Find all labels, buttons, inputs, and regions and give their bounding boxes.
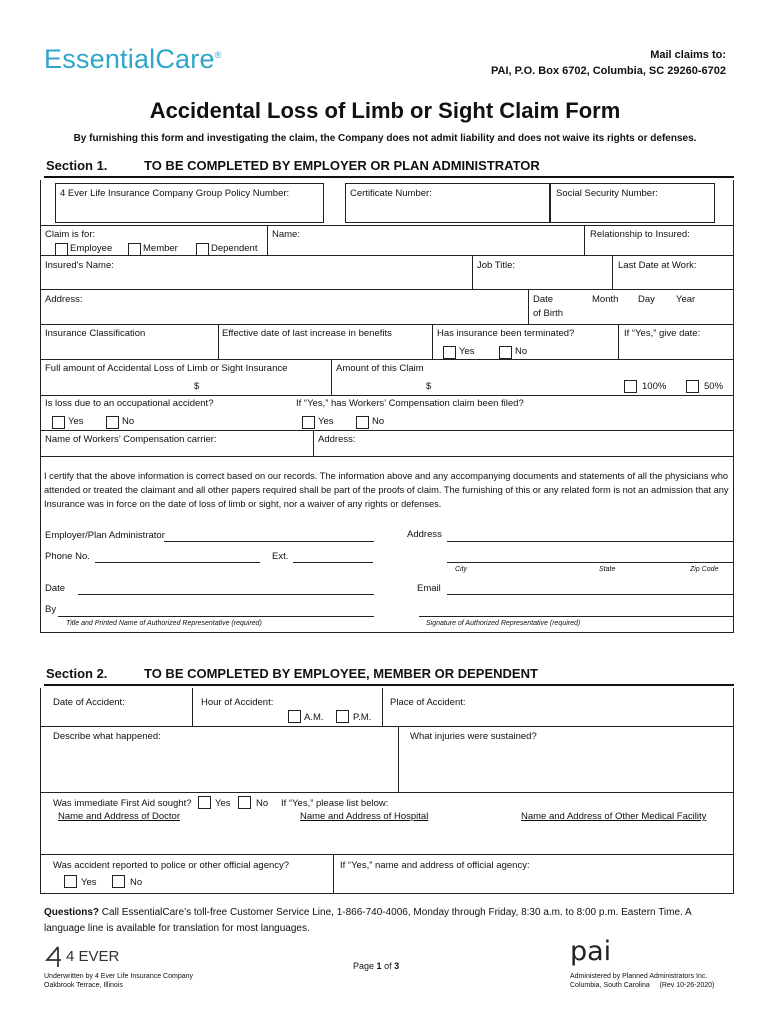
row-divider xyxy=(40,456,734,457)
page-total: 3 xyxy=(394,961,400,971)
address-label: Address: xyxy=(45,294,83,305)
terminated-yes-checkbox[interactable] xyxy=(443,346,456,359)
page-number: 1 xyxy=(376,961,382,971)
job-title-label: Job Title: xyxy=(477,260,516,271)
page-indicator xyxy=(353,961,399,971)
hospital-label: Name and Address of Hospital xyxy=(300,811,429,822)
row-divider xyxy=(40,324,734,325)
form-title: Accidental Loss of Limb or Sight Claim Form xyxy=(149,98,621,123)
row-divider xyxy=(40,255,734,256)
first-aid-no-label: No xyxy=(256,798,269,809)
col-divider xyxy=(618,324,619,359)
workers-comp-filed-label: If “Yes,” has Workers’ Compensation claim been filed? xyxy=(296,398,524,409)
workers-comp-no-checkbox[interactable] xyxy=(356,416,369,429)
signature-field[interactable] xyxy=(419,616,734,617)
revision-date: (Rev 10-26-2020) xyxy=(659,982,715,989)
pct100-label: 100% xyxy=(642,381,667,392)
am-checkbox[interactable] xyxy=(288,710,301,723)
agency-label: If “Yes,” name and address of official agency: xyxy=(340,860,530,871)
row-divider xyxy=(40,854,734,855)
page-word: Page xyxy=(353,961,375,971)
four-ever-logo xyxy=(44,946,120,968)
doctor-label: Name and Address of Doctor xyxy=(58,811,180,822)
policy-number-label: 4 Ever Life Insurance Company Group Policy Number: xyxy=(60,188,290,199)
terminated-yes-label: Yes xyxy=(459,346,475,357)
claim-amount-dollar: $ xyxy=(426,381,432,392)
if-yes-list-label: If “Yes,” please list below: xyxy=(281,798,389,809)
carrier-label: Name of Workers’ Compensation carrier: xyxy=(45,434,217,445)
first-aid-yes-label: Yes xyxy=(215,798,231,809)
injuries-label: What injuries were sustained? xyxy=(410,731,537,742)
underwritten-line: Underwritten by 4 Ever Life Insurance Company xyxy=(44,973,194,980)
pct100-checkbox[interactable] xyxy=(624,380,637,393)
city-state-zip-field[interactable] xyxy=(447,562,734,563)
terminated-date-label: If “Yes,” give date: xyxy=(624,328,701,339)
row-divider xyxy=(40,225,734,226)
terminated-label: Has insurance been terminated? xyxy=(437,328,575,339)
certification-text: I certify that the above information is correct based on our records. The information above and any accompanying documents and statements of all the physicians who attended or treated the claimant and all other papers required shall be part of the proofs of claim. The furnishing of this or any related form is not an admission that any Insurance was in force on the date of loss of limb or sight, nor a waiver of any rights or defenses. xyxy=(44,471,729,509)
section2-number: Section 2. xyxy=(46,666,108,681)
city-label: City xyxy=(455,566,468,573)
full-amount-label: Full amount of Accidental Loss of Limb or Sight Insurance xyxy=(45,363,288,374)
facility-label: Name and Address of Other Medical Facility xyxy=(521,811,707,822)
mail-claims-address xyxy=(491,47,726,79)
dob-date-label: Date xyxy=(533,294,554,305)
first-aid-yes-checkbox[interactable] xyxy=(198,796,211,809)
title-printed-label: Title and Printed Name of Authorized Representative (required) xyxy=(66,620,262,627)
col-divider xyxy=(382,688,383,726)
administered-text xyxy=(570,972,714,990)
mail-claims-po-box: PAI, P.O. Box 6702, Columbia, SC 29260-6702 xyxy=(491,65,726,77)
col-divider xyxy=(612,255,613,289)
ext-field[interactable] xyxy=(293,562,373,563)
name-label: Name: xyxy=(272,229,300,240)
full-amount-dollar: $ xyxy=(194,381,200,392)
occupational-yes-label: Yes xyxy=(68,416,84,427)
ssn-label: Social Security Number: xyxy=(556,188,658,199)
describe-label: Describe what happened: xyxy=(53,731,161,742)
row-divider xyxy=(40,792,734,793)
four-ever-mark-icon xyxy=(44,946,64,968)
zip-label: Zip Code xyxy=(690,566,719,573)
pct50-label: 50% xyxy=(704,381,724,392)
date-label: Date xyxy=(45,583,66,594)
reported-no-label: No xyxy=(130,877,143,888)
pai-logo: pai xyxy=(570,936,612,967)
questions-block xyxy=(44,905,734,937)
col-divider xyxy=(584,225,585,255)
col-divider xyxy=(472,255,473,289)
hour-accident-label: Hour of Accident: xyxy=(201,697,274,708)
four-ever-brand: 4 EVER xyxy=(66,948,120,965)
first-aid-label: Was immediate First Aid sought? xyxy=(53,798,192,809)
member-label: Member xyxy=(143,243,178,254)
terminated-no-checkbox[interactable] xyxy=(499,346,512,359)
occupational-label: Is loss due to an occupational accident? xyxy=(45,398,214,409)
section1-number: Section 1. xyxy=(46,158,108,173)
phone-label: Phone No. xyxy=(45,551,90,562)
section2-heading: TO BE COMPLETED BY EMPLOYEE, MEMBER OR DEPENDENT xyxy=(144,666,538,681)
by-label: By xyxy=(45,604,57,615)
first-aid-no-checkbox[interactable] xyxy=(238,796,251,809)
col-divider xyxy=(528,289,529,324)
reported-yes-label: Yes xyxy=(81,877,97,888)
relationship-label: Relationship to Insured: xyxy=(590,229,690,240)
occupational-no-checkbox[interactable] xyxy=(106,416,119,429)
essentialcare-logo: EssentialCare® xyxy=(44,44,222,74)
last-date-label: Last Date at Work: xyxy=(618,260,697,271)
by-field[interactable] xyxy=(58,616,374,617)
section1-heading: TO BE COMPLETED BY EMPLOYER OR PLAN ADMINISTRATOR xyxy=(144,158,540,173)
dob-year-label: Year xyxy=(676,294,696,305)
col-divider xyxy=(432,324,433,359)
date-accident-label: Date of Accident: xyxy=(53,697,125,708)
col-divider xyxy=(333,854,334,893)
col-divider xyxy=(331,359,332,395)
page-of: of xyxy=(384,961,392,971)
date-field[interactable] xyxy=(78,594,374,595)
employer-address-field[interactable] xyxy=(447,541,734,542)
underwritten-location: Oakbrook Terrace, Illinois xyxy=(44,982,123,989)
administered-line: Administered by Planned Administrators Inc. xyxy=(570,973,708,980)
col-divider xyxy=(267,225,268,255)
pm-checkbox[interactable] xyxy=(336,710,349,723)
col-divider xyxy=(398,726,399,792)
section1-bottom-border xyxy=(40,632,734,633)
certificate-number-label: Certificate Number: xyxy=(350,188,432,199)
section2-right-border xyxy=(733,688,734,893)
section1-right-border xyxy=(733,180,734,632)
row-divider xyxy=(40,289,734,290)
underwritten-text xyxy=(44,972,193,990)
ext-label: Ext. xyxy=(272,551,289,562)
workers-comp-yes-checkbox[interactable] xyxy=(302,416,315,429)
col-divider xyxy=(313,430,314,456)
workers-comp-yes-label: Yes xyxy=(318,416,334,427)
questions-label: Questions? xyxy=(44,907,100,918)
carrier-address-label: Address: xyxy=(318,434,356,445)
mail-claims-label: Mail claims to: xyxy=(650,49,726,61)
employer-admin-field[interactable] xyxy=(164,541,374,542)
col-divider xyxy=(218,324,219,359)
pct50-checkbox[interactable] xyxy=(686,380,699,393)
row-divider xyxy=(40,726,734,727)
terminated-no-label: No xyxy=(515,346,528,357)
col-divider xyxy=(192,688,193,726)
section2-bottom-border xyxy=(40,893,734,894)
phone-field[interactable] xyxy=(95,562,260,563)
occupational-no-label: No xyxy=(122,416,135,427)
effective-date-label: Effective date of last increase in benefits xyxy=(222,328,392,339)
claim-amount-label: Amount of this Claim xyxy=(336,363,424,374)
state-label: State xyxy=(599,566,616,573)
questions-text: Call EssentialCare’s toll-free Customer Service Line, 1-866-740-4006, Monday through Friday, 8:30 a.m. to 8:00 p.m. Eastern Time. A language line is available for translation for most languages. xyxy=(44,907,692,934)
employer-address-label: Address xyxy=(407,529,442,540)
employer-admin-label: Employer/Plan Administrator xyxy=(45,530,165,541)
pm-label: P.M. xyxy=(353,712,372,723)
signature-label: Signature of Authorized Representative (required) xyxy=(426,620,581,627)
insured-name-label: Insured's Name: xyxy=(45,260,114,271)
section1-header xyxy=(44,158,734,178)
email-field[interactable] xyxy=(447,594,734,595)
claim-is-for-label: Claim is for: xyxy=(45,229,96,240)
section2-header xyxy=(44,666,734,686)
row-divider xyxy=(40,430,734,431)
workers-comp-no-label: No xyxy=(372,416,385,427)
row-divider xyxy=(40,395,734,396)
section1-left-border xyxy=(40,180,41,632)
administered-location: Columbia, South Carolina xyxy=(570,982,650,989)
reported-label: Was accident reported to police or other official agency? xyxy=(53,860,290,871)
dob-of-birth-label: of Birth xyxy=(533,308,564,319)
row-divider xyxy=(40,359,734,360)
place-label: Place of Accident: xyxy=(390,697,466,708)
dob-day-label: Day xyxy=(638,294,655,305)
email-label: Email xyxy=(417,583,441,594)
occupational-yes-checkbox[interactable] xyxy=(52,416,65,429)
administered-location-row xyxy=(570,981,714,990)
dependent-label: Dependent xyxy=(211,243,258,254)
form-disclaimer: By furnishing this form and investigating the claim, the Company does not admit liability and does not waive its rights or defenses. xyxy=(73,133,697,144)
section2-left-border xyxy=(40,688,41,893)
dob-month-label: Month xyxy=(592,294,619,305)
reported-no-checkbox[interactable] xyxy=(112,875,125,888)
reported-yes-checkbox[interactable] xyxy=(64,875,77,888)
employee-label: Employee xyxy=(70,243,113,254)
insurance-class-label: Insurance Classification xyxy=(45,328,146,339)
am-label: A.M. xyxy=(304,712,324,723)
